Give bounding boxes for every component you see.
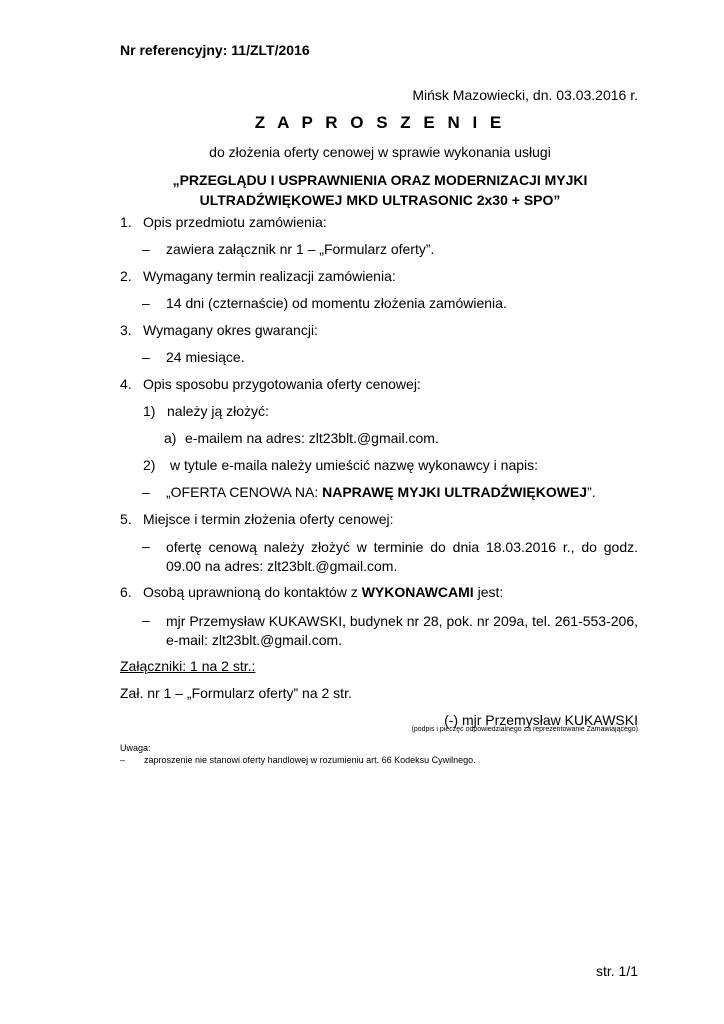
dash-bullet: – bbox=[142, 612, 150, 628]
label-bold: WYKONAWCAMI bbox=[361, 584, 474, 600]
section-6-item-text: mjr Przemysław KUKAWSKI, budynek nr 28, pok. nr 209a, tel. 261-553-206, e-mail: zlt23blt.@gmail.com. bbox=[166, 613, 638, 648]
service-name bbox=[0, 170, 724, 210]
document-title: Z A P R O S Z E N I E bbox=[254, 113, 506, 132]
section-label: Opis sposobu przygotowania oferty cenowej: bbox=[143, 376, 421, 392]
section-label: Wymagany okres gwarancji: bbox=[143, 322, 318, 338]
dash-bullet: – bbox=[142, 484, 150, 500]
section-number: 4. bbox=[120, 376, 132, 392]
remarks-title: Uwaga: bbox=[120, 743, 151, 753]
remarks-text: zaproszenie nie stanowi oferty handlowej w rozumieniu art. 66 Kodeksu Cywilnego. bbox=[144, 755, 476, 765]
dash-bullet: – bbox=[142, 349, 150, 365]
label-suffix: jest: bbox=[473, 584, 504, 600]
section-number: 1. bbox=[120, 214, 132, 230]
section-number: 2. bbox=[120, 268, 132, 284]
label-prefix: Osobą uprawnioną do kontaktów z bbox=[143, 584, 362, 600]
section-number: 6. bbox=[120, 584, 132, 600]
item-prefix: „OFERTA CENOWA NA: bbox=[166, 484, 323, 500]
item-text: 24 miesiące. bbox=[166, 349, 245, 365]
dash-bullet: – bbox=[142, 538, 150, 554]
section-number: 5. bbox=[120, 511, 132, 527]
item-text: zawiera załącznik nr 1 – „Formularz oferty”. bbox=[166, 241, 435, 257]
item-bold: NAPRAWĘ MYJKI ULTRADŹWIĘKOWEJ bbox=[322, 484, 588, 500]
signature-name: (-) mjr Przemysław KUKAWSKI bbox=[444, 712, 638, 728]
sub-number: 2) bbox=[143, 457, 156, 473]
item-suffix: ”. bbox=[587, 484, 596, 500]
document-subtitle: do złożenia oferty cenowej w sprawie wykonania usługi bbox=[209, 144, 551, 160]
email-text: e-mailem na adres: zlt23blt.@gmail.com. bbox=[185, 430, 439, 446]
attachment-item: Zał. nr 1 – „Formularz oferty” na 2 str. bbox=[120, 685, 352, 701]
dash-bullet: – bbox=[120, 755, 126, 765]
section-label: Miejsce i termin złożenia oferty cenowej: bbox=[143, 511, 394, 527]
dash-bullet: – bbox=[142, 241, 150, 257]
dash-bullet: – bbox=[142, 295, 150, 311]
item-text bbox=[166, 484, 596, 500]
section-number: 3. bbox=[120, 322, 132, 338]
reference-number: Nr referencyjny: 11/ZLT/2016 bbox=[120, 42, 310, 58]
section-5-item-text: ofertę cenową należy złożyć w terminie do dnia 18.03.2016 r., do godz. 09.00 na adres: zlt23blt.@gmail.com. bbox=[166, 539, 638, 574]
item-text: 14 dni (czternaście) od momentu złożenia zamówienia. bbox=[166, 295, 507, 311]
section-label: Wymagany termin realizacji zamówienia: bbox=[143, 268, 396, 284]
signature-note: (podpis i pieczęć odpowiedzialnego za reprezentowanie Zamawiającego) bbox=[411, 726, 638, 733]
sub-number: 1) bbox=[143, 403, 156, 419]
place-date: Mińsk Mazowiecki, dn. 03.03.2016 r. bbox=[412, 87, 638, 103]
section-label: Opis przedmiotu zamówienia: bbox=[143, 214, 327, 230]
section-label bbox=[143, 584, 503, 600]
sub-letter: a) bbox=[164, 430, 177, 446]
page-number: str. 1/1 bbox=[595, 963, 638, 979]
service-line-1: „PRZEGLĄDU I USPRAWNIENIA ORAZ MODERNIZACJI MYJKI bbox=[172, 172, 588, 188]
attachments-label: Załączniki: 1 na 2 str.: bbox=[120, 658, 256, 674]
sub-label: w tytule e-maila należy umieścić nazwę wykonawcy i napis: bbox=[170, 457, 539, 473]
sub-label: należy ją złożyć: bbox=[167, 403, 269, 419]
service-line-2: ULTRADŹWIĘKOWEJ MKD ULTRASONIC 2x30 + SPO” bbox=[199, 192, 561, 208]
